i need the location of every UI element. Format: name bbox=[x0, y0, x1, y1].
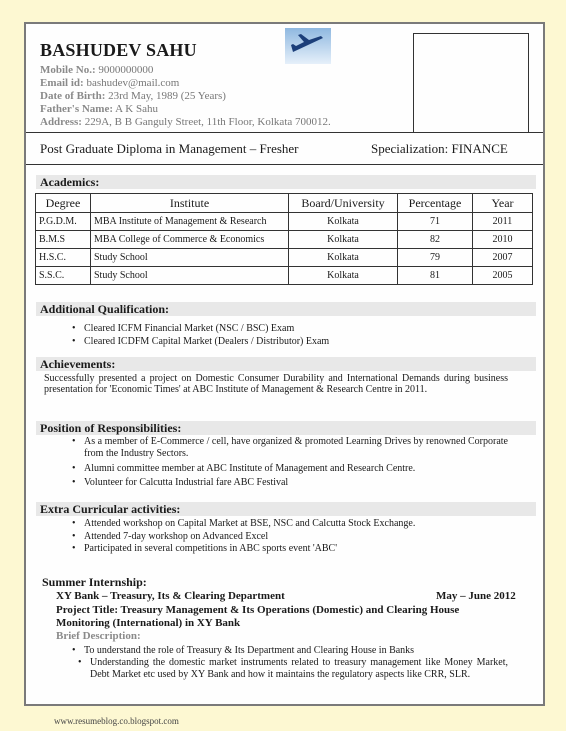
header-divider bbox=[26, 132, 543, 133]
table-row bbox=[36, 231, 533, 249]
table-cell: Study School bbox=[91, 267, 289, 285]
airplane-logo bbox=[285, 28, 331, 64]
table-row bbox=[36, 213, 533, 231]
additional-heading: Additional Qualification: bbox=[36, 302, 536, 316]
table-cell: 2005 bbox=[473, 267, 533, 285]
internship-period: May – June 2012 bbox=[436, 590, 516, 602]
column-header: Percentage bbox=[398, 194, 473, 213]
list-item: • Cleared ICDFM Capital Market (Dealers / Distributor) Exam bbox=[84, 336, 329, 347]
table-cell: P.G.D.M. bbox=[36, 213, 91, 231]
table-row bbox=[36, 249, 533, 267]
table-cell: 2007 bbox=[473, 249, 533, 267]
table-cell: Kolkata bbox=[289, 231, 398, 249]
footer-url: www.resumeblog.co.blogspot.com bbox=[54, 716, 179, 726]
achievements-text: Successfully presented a project on Domestic Consumer Durability and International Demands during business presentation for 'Economic Times' at ABC Institute of Management & Research Centre in 2011. bbox=[44, 373, 508, 395]
table-cell: Kolkata bbox=[289, 267, 398, 285]
father-line: Father's Name: A K Sahu bbox=[40, 103, 158, 115]
list-item: • Understanding the domestic market instruments related to treasury management like Money Market, Debt Market etc used by XY Bank and how it maintains the regulatory aspects like CRR, SLR. bbox=[78, 657, 508, 680]
list-item: • To understand the role of Treasury & Its Department and Clearing House in Banks bbox=[84, 645, 414, 656]
column-header: Board/University bbox=[289, 194, 398, 213]
academics-heading: Academics: bbox=[36, 175, 536, 189]
table-cell: 81 bbox=[398, 267, 473, 285]
email-line: Email id: bashudev@mail.com bbox=[40, 77, 180, 89]
table-cell: Study School bbox=[91, 249, 289, 267]
table-cell: Kolkata bbox=[289, 213, 398, 231]
internship-company: XY Bank – Treasury, Its & Clearing Department bbox=[56, 590, 285, 602]
table-cell: S.S.C. bbox=[36, 267, 91, 285]
project-title: Project Title: Treasury Management & Its Operations (Domestic) and Clearing House bbox=[56, 604, 460, 616]
column-header: Degree bbox=[36, 194, 91, 213]
table-cell: 2011 bbox=[473, 213, 533, 231]
address-line: Address: 229A, B B Ganguly Street, 11th Floor, Kolkata 700012. bbox=[40, 116, 331, 128]
table-cell: 2010 bbox=[473, 231, 533, 249]
dob-line: Date of Birth: 23rd May, 1989 (25 Years) bbox=[40, 90, 226, 102]
table-cell: 82 bbox=[398, 231, 473, 249]
resume-page bbox=[24, 22, 545, 706]
mobile-line: Mobile No.: 9000000000 bbox=[40, 64, 154, 76]
table-cell: 79 bbox=[398, 249, 473, 267]
table-cell: B.M.S bbox=[36, 231, 91, 249]
extra-heading: Extra Curricular activities: bbox=[36, 502, 536, 516]
academics-table bbox=[35, 193, 533, 285]
table-cell: Kolkata bbox=[289, 249, 398, 267]
table-cell: H.S.C. bbox=[36, 249, 91, 267]
column-header: Institute bbox=[91, 194, 289, 213]
brief-label: Brief Description: bbox=[56, 630, 141, 642]
table-cell: MBA Institute of Management & Research bbox=[91, 213, 289, 231]
specialization: Specialization: FINANCE bbox=[371, 141, 508, 156]
list-item: • Cleared ICFM Financial Market (NSC / BSC) Exam bbox=[84, 323, 294, 334]
list-item: • Volunteer for Calcutta Industrial fare ABC Festival bbox=[84, 477, 288, 488]
candidate-name: BASHUDEV SAHU bbox=[40, 40, 197, 60]
table-cell: MBA College of Commerce & Economics bbox=[91, 231, 289, 249]
photo-placeholder bbox=[413, 33, 529, 133]
table-header-row bbox=[36, 194, 533, 213]
column-header: Year bbox=[473, 194, 533, 213]
responsibilities-heading: Position of Responsibilities: bbox=[36, 421, 536, 435]
table-row bbox=[36, 267, 533, 285]
course-title: Post Graduate Diploma in Management – Fresher bbox=[40, 141, 299, 156]
list-item: • As a member of E-Commerce / cell, have organized & promoted Learning Drives by renowned Corporate from the Industry Sectors. bbox=[72, 436, 508, 459]
table-cell: 71 bbox=[398, 213, 473, 231]
course-divider bbox=[26, 164, 543, 165]
list-item: • Alumni committee member at ABC Institute of Management and Research Centre. bbox=[84, 463, 415, 474]
list-item: • Participated in several competitions in ABC sports event 'ABC' bbox=[84, 543, 337, 554]
internship-heading: Summer Internship: bbox=[42, 575, 147, 589]
list-item: • Attended 7-day workshop on Advanced Excel bbox=[84, 531, 268, 542]
list-item: • Attended workshop on Capital Market at BSE, NSC and Calcutta Stock Exchange. bbox=[84, 518, 415, 529]
achievements-heading: Achievements: bbox=[36, 357, 536, 371]
project-title-cont: Monitoring (International) in XY Bank bbox=[56, 617, 241, 629]
